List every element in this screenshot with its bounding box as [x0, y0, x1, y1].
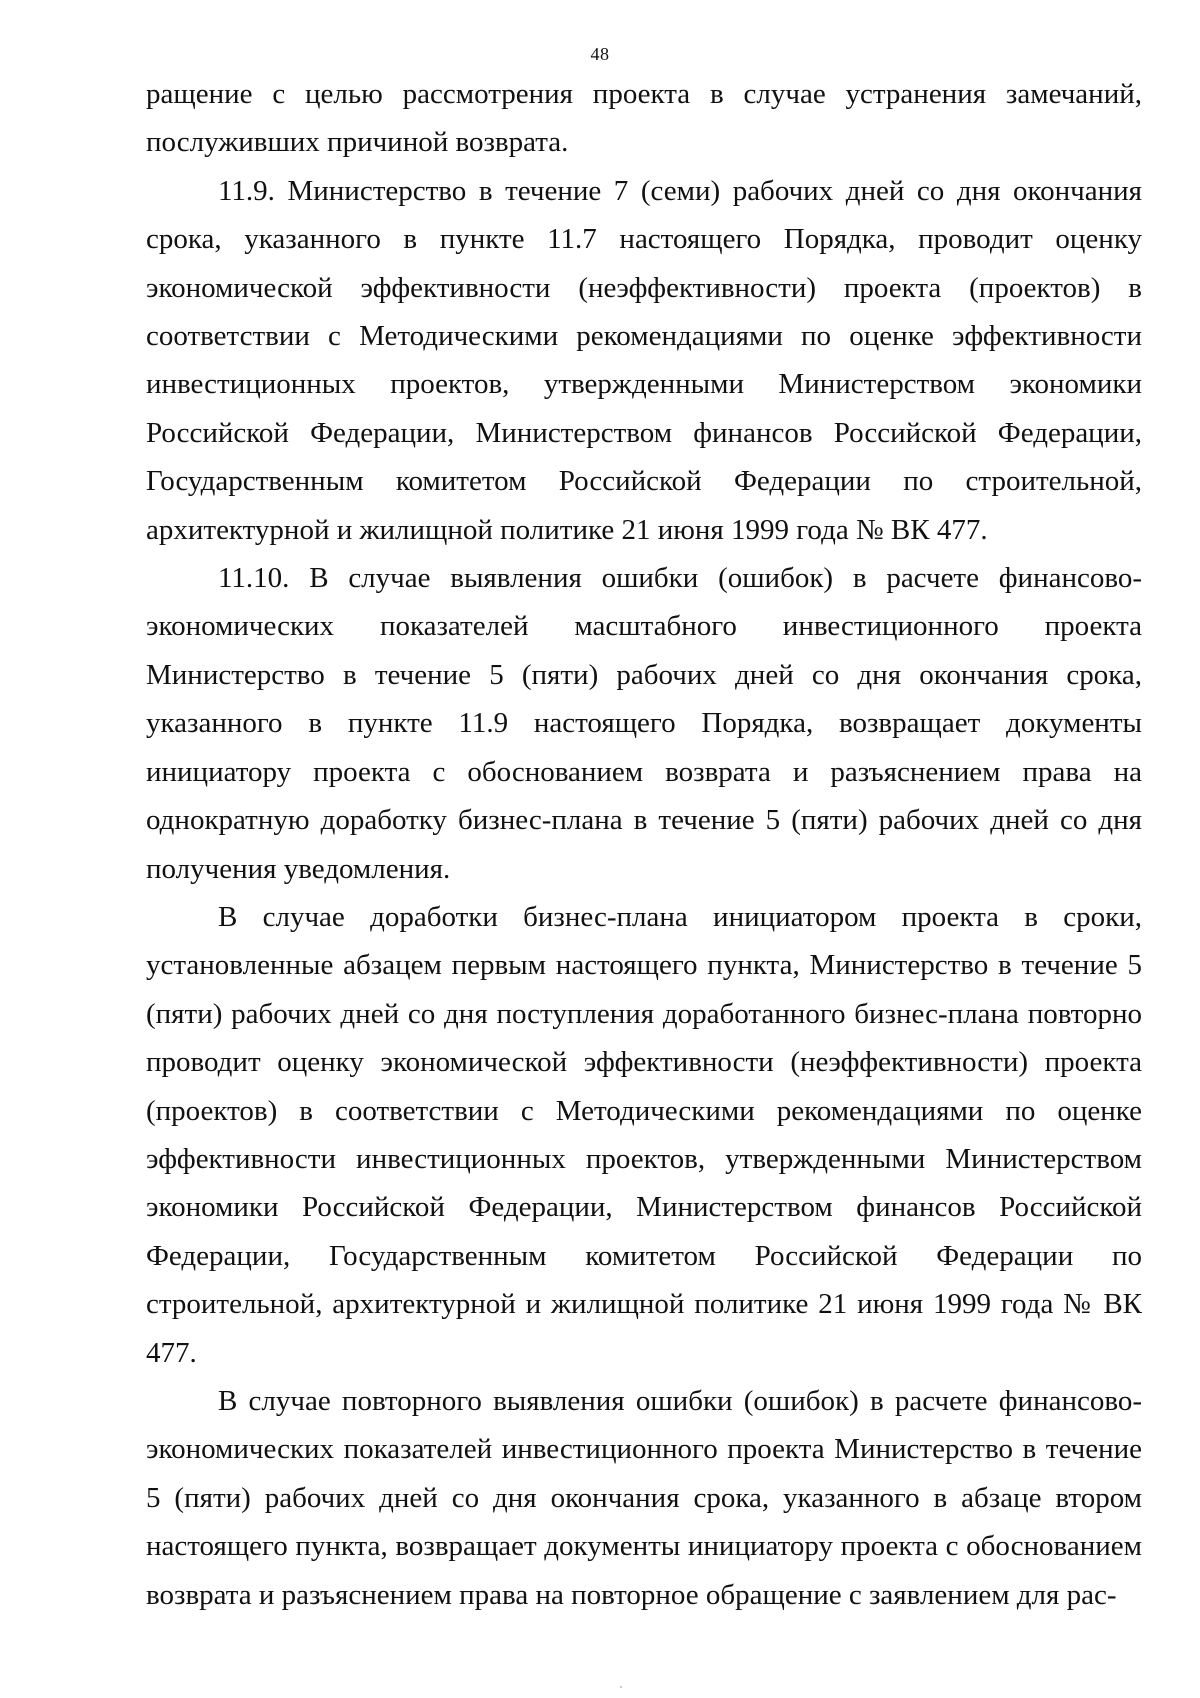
paragraph-repeat-error-case: В случае повторного выявления ошибки (ошибок) в расчете финансово-экономических показателей инвестиционного проекта Министерство в течение 5 (пяти) рабочих дней со дня окончания срока, указанного в абзаце втором настоящего пункта, возвращает документы инициатору проекта с обоснованием возврата и разъяснением права на повторное обращение с заявлением для рас-: [146, 1384, 1142, 1611]
paragraph-clause-11-10: 11.10. В случае выявления ошибки (ошибок) в расчете финансово-экономических показателей масштабного инвестиционного проекта Министерство в течение 5 (пяти) рабочих дней со дня окончания срока, указанного в пункте 11.9 настоящего Порядка, возвращает документы инициатору проекта с обоснованием возврата и разъяснением права на однократную доработку бизнес-плана в течение 5 (пяти) рабочих дней со дня получения уведомления.: [146, 562, 1142, 885]
paragraph-continuation: ращение с целью рассмотрения проекта в случае устранения замечаний, послуживших причиной возврата.: [146, 78, 1142, 159]
scan-speck: [620, 1686, 622, 1688]
paragraph-clause-11-9: 11.9. Министерство в течение 7 (семи) рабочих дней со дня окончания срока, указанного в пункте 11.7 настоящего Порядка, проводит оценку экономической эффективности (неэффективности) проекта (проектов) в соответствии с Методическими рекомендациями по оценке эффективности инвестиционных проектов, утвержденными Министерством экономики Российской Федерации, Министерством финансов Российской Федерации, Государственным комитетом Российской Федерации по строительной, архитектурной и жилищной политике 21 июня 1999 года № ВК 477.: [146, 174, 1142, 546]
paragraph-rework-case: В случае доработки бизнес-плана инициатором проекта в сроки, установленные абзацем первым настоящего пункта, Министерство в течение 5 (пяти) рабочих дней со дня поступления доработанного бизнес-плана повторно проводит оценку экономической эффективности (неэффективности) проекта (проектов) в соответствии с Методическими рекомендациями по оценке эффективности инвестиционных проектов, утвержденными Министерством экономики Российской Федерации, Министерством финансов Российской Федерации, Государственным комитетом Российской Федерации по строительной, архитектурной и жилищной политике 21 июня 1999 года № ВК 477.: [146, 900, 1142, 1369]
page-number: 48: [590, 44, 610, 64]
document-body: [146, 70, 1142, 1619]
